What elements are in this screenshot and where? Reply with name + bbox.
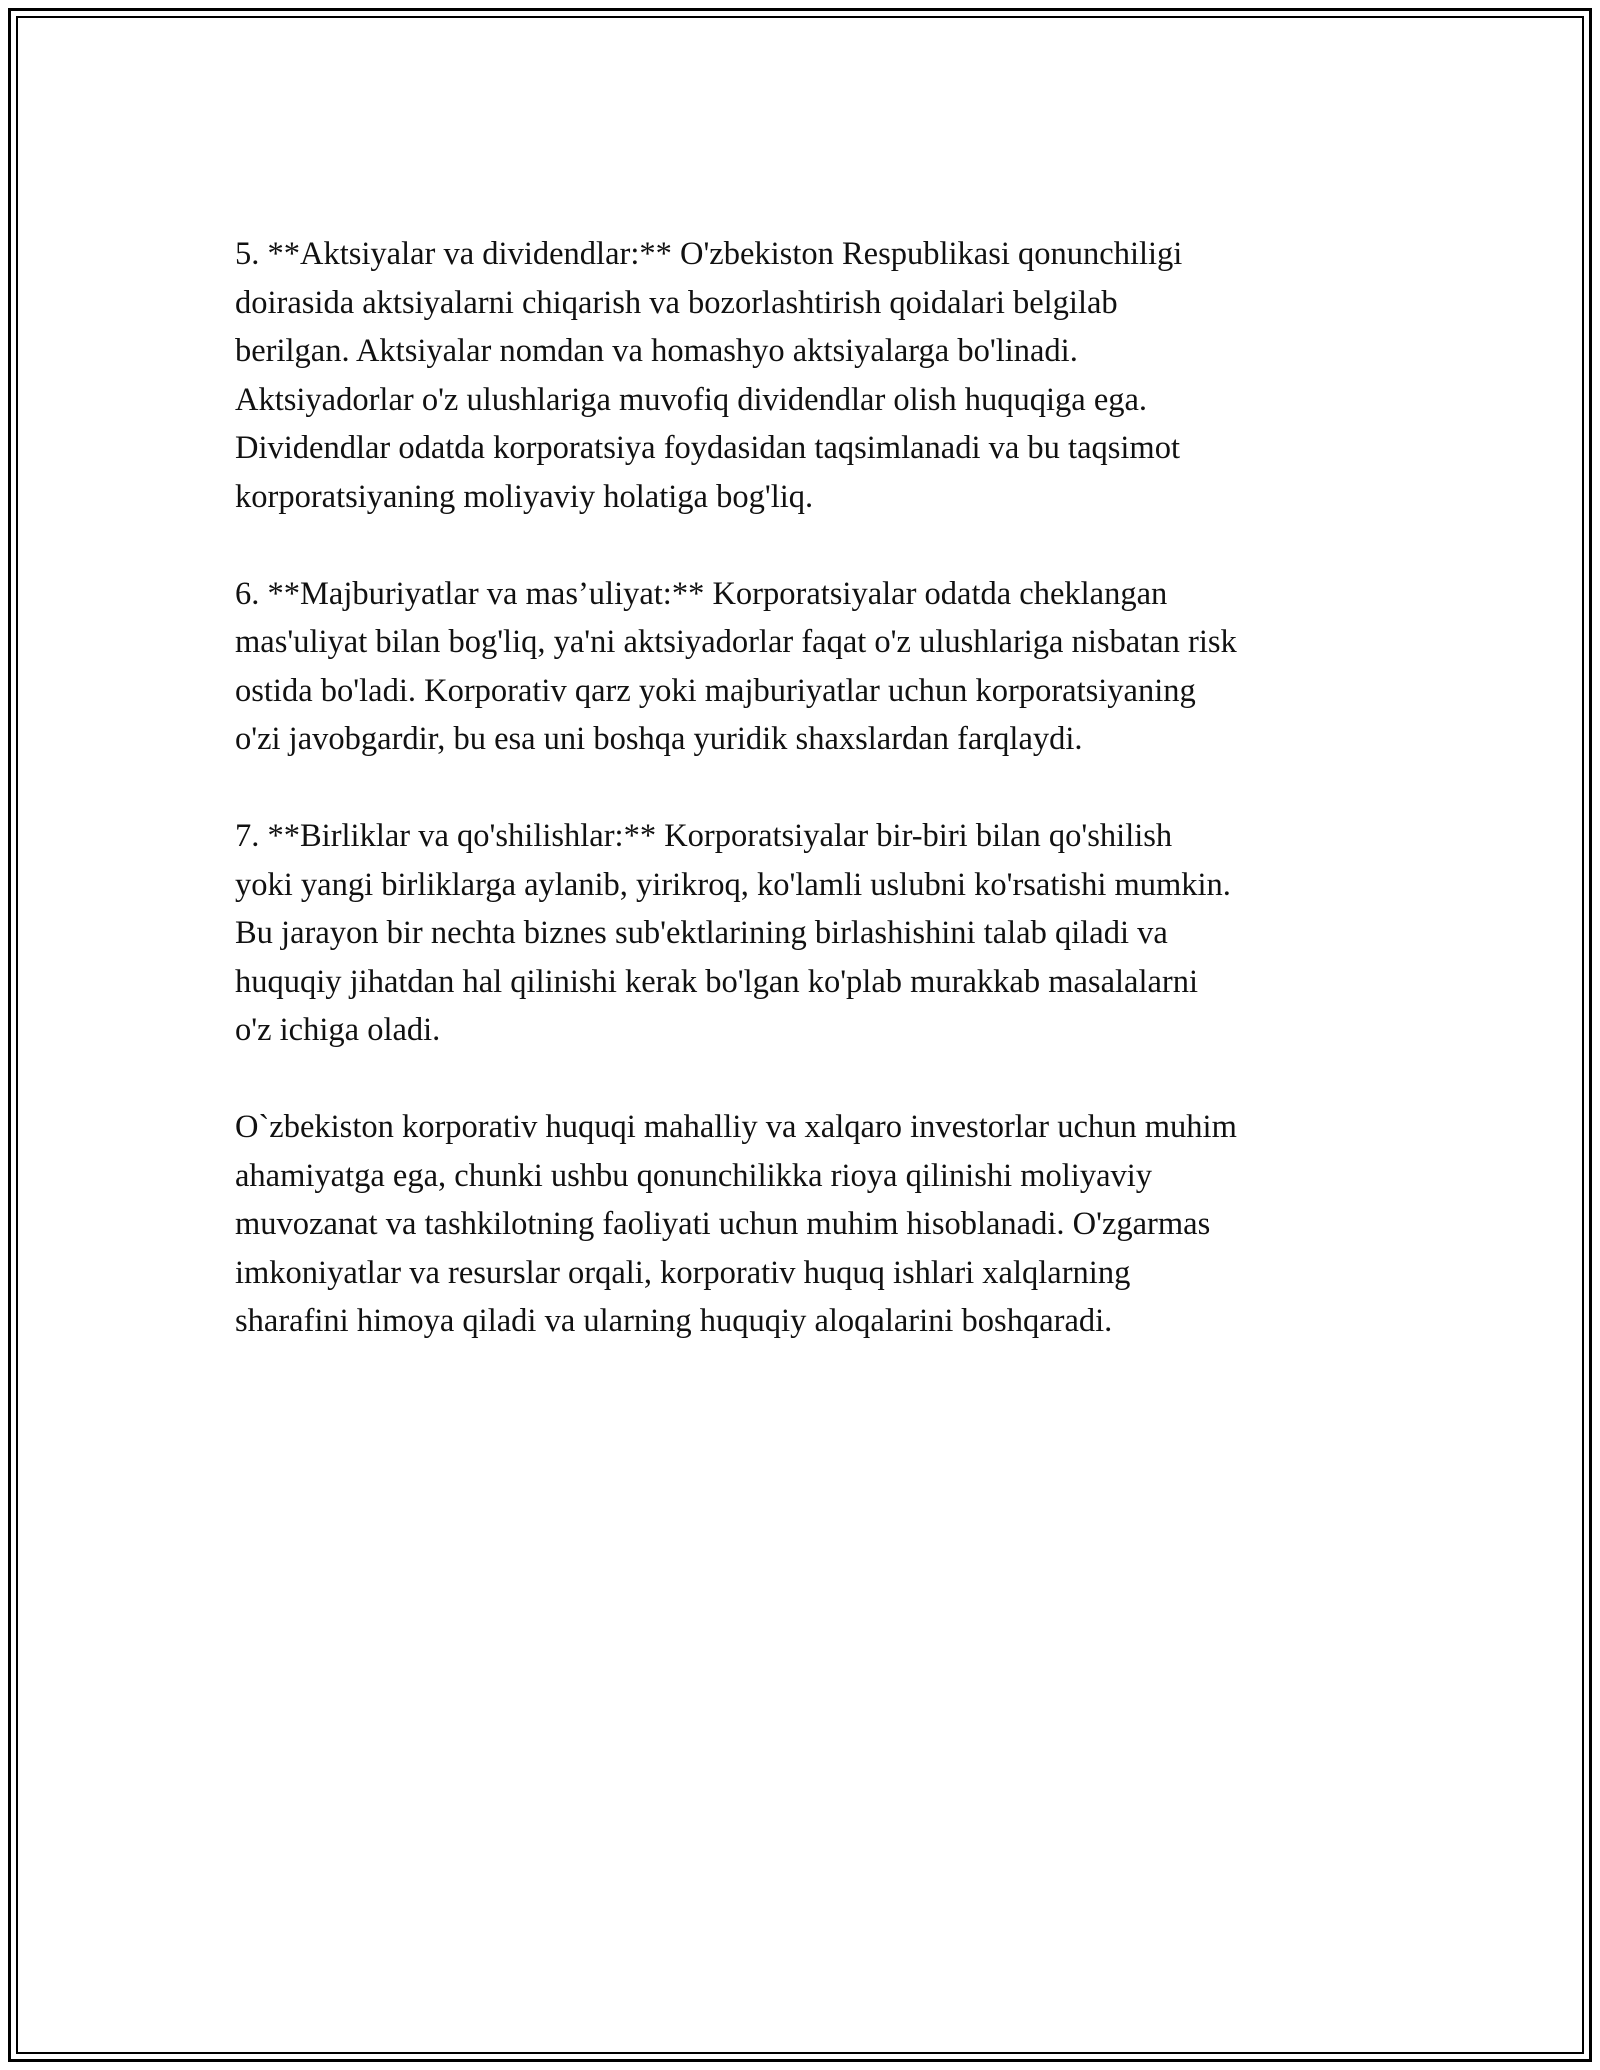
text-line: o'zi javobgardir, bu esa uni boshqa yuridik shaxslardan farqlaydi. <box>235 721 1083 757</box>
text-line: Bu jarayon bir nechta biznes sub'ektlarining birlashishini talab qiladi va <box>235 915 1168 951</box>
paragraph-majburiyatlar <box>235 570 1385 764</box>
document-body <box>235 230 1385 1394</box>
text-line: Aktsiyadorlar o'z ulushlariga muvofiq dividendlar olish huquqiga ega. <box>235 381 1148 418</box>
text-line: o'z ichiga oladi. <box>235 1012 441 1048</box>
text-line: 5. **Aktsiyalar va dividendlar:** O'zbekiston Respublikasi qonunchiligi <box>235 236 1183 272</box>
text-line: sharafini himoya qiladi va ularning huquqiy aloqalarini boshqaradi. <box>235 1303 1113 1339</box>
text-line: korporatsiyaning moliyaviy holatiga bog'liq. <box>235 478 814 515</box>
paragraph-conclusion <box>235 1103 1385 1346</box>
paragraph-birliklar <box>235 812 1385 1055</box>
text-line: huquqiy jihatdan hal qilinishi kerak bo'lgan ko'plab murakkab masalalarni <box>235 963 1199 1000</box>
text-line: ahamiyatga ega, chunki ushbu qonunchilikka rioya qilinishi moliyaviy <box>235 1157 1153 1194</box>
paragraph-aktsiyalar <box>235 230 1385 521</box>
text-line: Dividendlar odatda korporatsiya foydasidan taqsimlanadi va bu taqsimot <box>235 430 1180 466</box>
text-line: O`zbekiston korporativ huquqi mahalliy va xalqaro investorlar uchun muhim <box>235 1109 1237 1145</box>
text-line: doirasida aktsiyalarni chiqarish va bozorlashtirish qoidalari belgilab <box>235 284 1118 321</box>
text-line: berilgan. Aktsiyalar nomdan va homashyo aktsiyalarga bo'linadi. <box>235 333 1078 369</box>
text-line: yoki yangi birliklarga aylanib, yirikroq, ko'lamli uslubni ko'rsatishi mumkin. <box>235 866 1231 903</box>
text-line: mas'uliyat bilan bog'liq, ya'ni aktsiyadorlar faqat o'z ulushlariga nisbatan risk <box>235 624 1237 660</box>
text-line: 7. **Birliklar va qo'shilishlar:** Korporatsiyalar bir-biri bilan qo'shilish <box>235 818 1173 854</box>
text-line: ostida bo'ladi. Korporativ qarz yoki majburiyatlar uchun korporatsiyaning <box>235 672 1196 709</box>
text-line: muvozanat va tashkilotning faoliyati uchun muhim hisoblanadi. O'zgarmas <box>235 1206 1211 1242</box>
text-line: 6. **Majburiyatlar va mas’uliyat:** Korporatsiyalar odatda cheklangan <box>235 575 1168 612</box>
text-line: imkoniyatlar va resurslar orqali, korporativ huquq ishlari xalqlarning <box>235 1254 1131 1291</box>
